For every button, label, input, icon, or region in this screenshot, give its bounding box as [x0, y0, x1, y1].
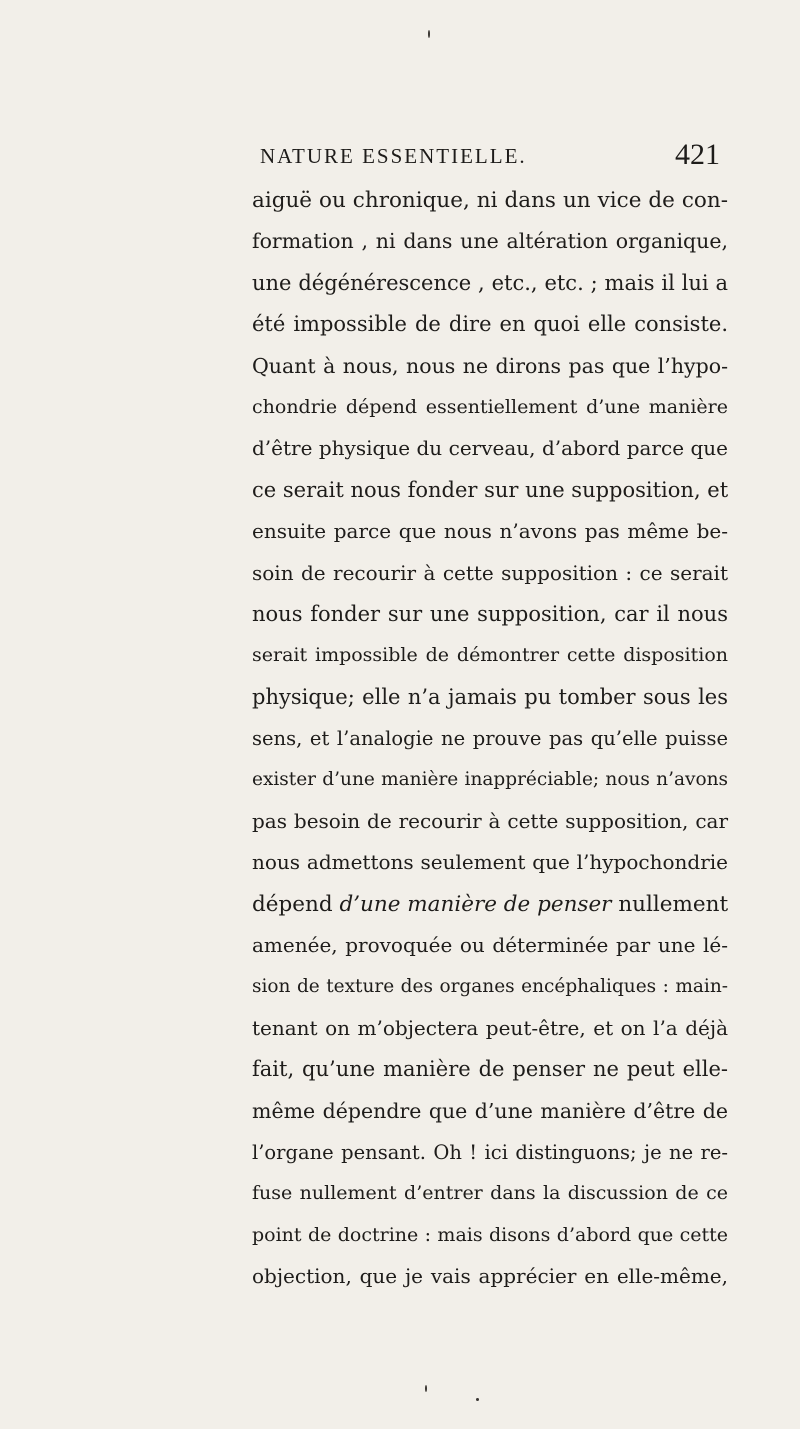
text-line: l’organe pensant. Oh ! ici distinguons; je ne re- [252, 1140, 728, 1164]
text-line: Quant à nous, nous ne dirons pas que l’hypo- [252, 353, 728, 378]
text-line: aiguë ou chronique, ni dans un vice de con- [252, 188, 728, 213]
text-line: objection, que je vais apprécier en elle-même, [252, 1264, 728, 1289]
text-line: été impossible de dire en quoi elle consiste. [252, 312, 728, 337]
ink-speck [428, 30, 430, 38]
text-line: serait impossible de démontrer cette disposition [252, 644, 728, 667]
running-title: NATURE ESSENTIELLE. [260, 144, 527, 168]
text-line: pas besoin de recourir à cette supposition, car [252, 808, 728, 833]
italic-phrase: d’une manière de penser [339, 891, 612, 917]
text-segment: nullement [618, 891, 729, 917]
text-line: nous admettons seulement que l’hypochondrie [252, 850, 728, 875]
text-line: exister d’une manière inappréciable; nous n’avons [252, 769, 728, 791]
text-line-mixed [252, 884, 728, 925]
text-line: chondrie dépend essentiellement d’une manière [252, 395, 728, 418]
ink-speck [476, 1398, 479, 1401]
text-line: fait, qu’une manière de penser ne peut elle- [252, 1057, 728, 1082]
text-line: physique; elle n’a jamais pu tomber sous les [252, 684, 728, 709]
text-line: sens, et l’analogie ne prouve pas qu’elle puisse [252, 727, 728, 751]
ink-speck [425, 1385, 427, 1392]
text-line: tenant on m’objectera peut-être, et on l’a déjà [252, 1015, 728, 1040]
text-line: amenée, provoquée ou déterminée par une lé- [252, 933, 728, 958]
text-line: soin de recourir à cette supposition : ce serait [252, 560, 728, 585]
text-line: sion de texture des organes encéphaliques : main- [252, 976, 728, 998]
text-line: même dépendre que d’une manière d’être de [252, 1098, 728, 1123]
text-line: d’être physique du cerveau, d’abord parce que [252, 436, 728, 461]
body-text [252, 180, 728, 1298]
text-line: fuse nullement d’entrer dans la discussion de ce [252, 1182, 728, 1205]
text-line: ce serait nous fonder sur une supposition, et [252, 477, 729, 502]
text-line: une dégénérescence , etc., etc. ; mais il lui a [252, 270, 728, 295]
text-line: nous fonder sur une supposition, car il nous [252, 601, 728, 626]
page-number: 421 [675, 138, 720, 171]
text-line: formation , ni dans une altération organique, [252, 229, 728, 254]
page-header [260, 138, 720, 178]
text-line: ensuite parce que nous n’avons pas même be- [252, 519, 728, 544]
text-segment: dépend [252, 891, 333, 917]
text-line: point de doctrine : mais disons d’abord que cette [252, 1223, 728, 1246]
